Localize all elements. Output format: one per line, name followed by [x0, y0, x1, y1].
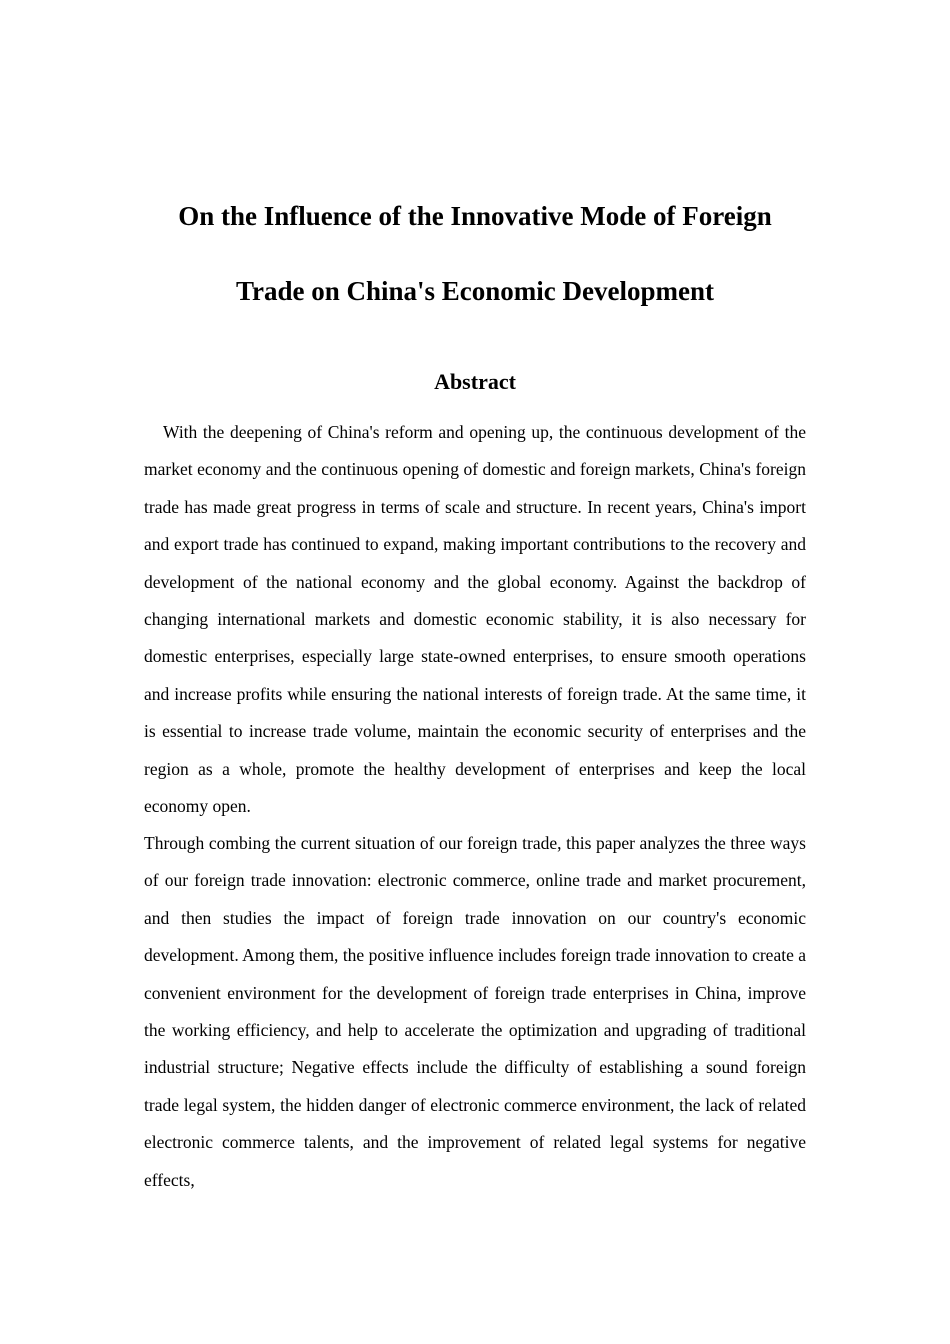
document-title-line-2: Trade on China's Economic Development — [236, 276, 714, 306]
document-title-line-1: On the Influence of the Innovative Mode of Foreign — [178, 201, 772, 231]
abstract-paragraph-1: With the deepening of China's reform and opening up, the continuous development of the market economy and the continuous opening of domestic and foreign markets, China's foreign trade has made great progress in terms of scale and structure. In recent years, China's import and export trade has continued to expand, making important contributions to the recovery and development of the national economy and the global economy. Against the backdrop of changing international markets and domestic economic stability, it is also necessary for domestic enterprises, especially large state-owned enterprises, to ensure smooth operations and increase profits while ensuring the national interests of foreign trade. At the same time, it is essential to increase trade volume, maintain the economic security of enterprises and the region as a whole, promote the healthy development of enterprises and keep the local economy open. — [144, 422, 806, 817]
abstract-paragraph-2: Through combing the current situation of our foreign trade, this paper analyzes the three ways of our foreign trade innovation: electronic commerce, online trade and market procurement, and then studies the impact of foreign trade innovation on our country's economic development. Among them, the positive influence includes foreign trade innovation to create a convenient environment for the development of foreign trade enterprises in China, improve the working efficiency, and help to accelerate the optimization and upgrading of traditional industrial structure; Negative effects include the difficulty of establishing a sound foreign trade legal system, the hidden danger of electronic commerce environment, the lack of related electronic commerce talents, and the improvement of related legal systems for negative effects, — [144, 833, 806, 1190]
abstract-heading: Abstract — [434, 369, 516, 394]
